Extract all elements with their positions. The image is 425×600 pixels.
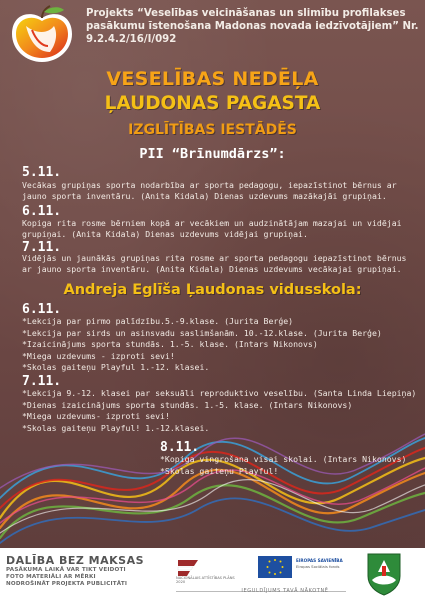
pii-day-text: Kopiga rita rosme bērniem kopā ar vecākiem un audzinātājam mazajai un vidējai grupiņai. (Anita Kidala) Dienas uzdevums vidējai grupiņai.	[22, 218, 402, 240]
header	[0, 0, 425, 66]
list-item: *Lekcija par pirmo palīdzību.5.-9.klase. (Jurita Berģe)	[22, 316, 294, 326]
pii-day-text: Vecākas grupiņas sporta nodarbība ar sporta pedagogu, iepazīstinot bērnus ar jauno sporta inventāru. (Anita Kidala) Dienas uzdevums mazākajāi grupiņai.	[22, 180, 397, 202]
list-item: *Skolas gaiteņu Playful!	[160, 465, 279, 476]
nap-label: NACIONĀLAIS ATTĪSTĪBAS PLĀNS 2020	[176, 576, 235, 585]
school-day-date: 7.11.	[22, 374, 62, 389]
eu-flag-icon	[258, 556, 292, 578]
footer-note-line: FOTO MATERIĀLI AR MĒRKI	[6, 574, 96, 581]
list-item: *Izaicinājums sporta stundās. 1.-5. klase. (Intars Nikonovs)	[22, 339, 318, 349]
school-day-list	[22, 316, 422, 374]
free-participation-label: DALĪBA BEZ MAKSAS	[6, 554, 145, 567]
eu-fund-label: Eiropas Sociālais fonds	[296, 564, 340, 569]
list-item: *Skolas gaiteņu Playful! 1.-12.klasei.	[22, 422, 210, 433]
apple-logo-icon	[4, 4, 80, 66]
pii-day-date: 7.11.	[22, 240, 62, 255]
list-item: *Kopiga vingrošana visai skolai. (Intars Nikonovs)	[160, 454, 407, 464]
footer-notice	[6, 554, 166, 589]
nap-logo	[176, 556, 240, 586]
eu-logo	[258, 556, 346, 586]
list-item: *Dienas izaicinājums sporta stundās. 1.-5. klase. (Intars Nikonovs)	[22, 399, 353, 410]
school-heading: Andreja Eglīša Ļaudonas vidusskola:	[63, 282, 362, 298]
coat-of-arms-icon	[366, 552, 402, 596]
project-description: Projekts “Veselības veicināšanas un slimību profilakses pasākumu īstenošana Madonas novada iedzīvotājiem” Nr. 9.2.4.2/16/I/092	[86, 8, 419, 46]
footer-note-line: NODROŠINĀT PROJEKTA PUBLICITĀTI	[6, 581, 128, 588]
title-institutions: IZGLĪTĪBAS IESTĀDĒS	[128, 122, 297, 138]
slogan: IEGULDĪJUMS TAVĀ NĀKOTNĒ	[241, 588, 329, 594]
school-day-date: 8.11.	[160, 440, 200, 455]
eu-label: EIROPAS SAVIENĪBA	[296, 558, 343, 563]
school-day-list	[160, 454, 422, 477]
footer-note-line: PASĀKUMA LAIKĀ VAR TIKT VEIDOTI	[6, 567, 126, 573]
title-parish: ĻAUDONAS PAGASTA	[104, 93, 321, 114]
pii-day-text: Vidējās un jaunākās grupiņas rita rosme ar sporta pedagogu iepazīstinot bērnus ar jauno sporta inventāru. (Anita Kidala) Dienas uzdevums vecākajai grupiņai.	[22, 253, 407, 275]
pii-day-date: 5.11.	[22, 165, 62, 180]
footer	[0, 548, 425, 600]
title-health-week: VESELĪBAS NEDĒĻA	[106, 68, 319, 90]
school-day-date: 6.11.	[22, 302, 62, 317]
list-item: *Lekcija 9.-12. klasei par seksuāli reproduktivo veselību. (Santa Linda Liepiņa)	[22, 388, 417, 398]
pii-heading: PII “Brīnumdārzs”:	[139, 146, 286, 162]
list-item: *Lekcija par sirds un asinsvadu saslimšanām. 10.-12.klase. (Jurita Berģe)	[22, 327, 382, 338]
list-item: *Miega uzdevums- izproti sevi!	[22, 411, 170, 421]
list-item: *Skolas gaiteņu Playful 1.-12. klasei.	[22, 362, 210, 372]
pii-day-date: 6.11.	[22, 204, 62, 219]
list-item: *Miega uzdevums - izproti sevi!	[22, 350, 175, 361]
